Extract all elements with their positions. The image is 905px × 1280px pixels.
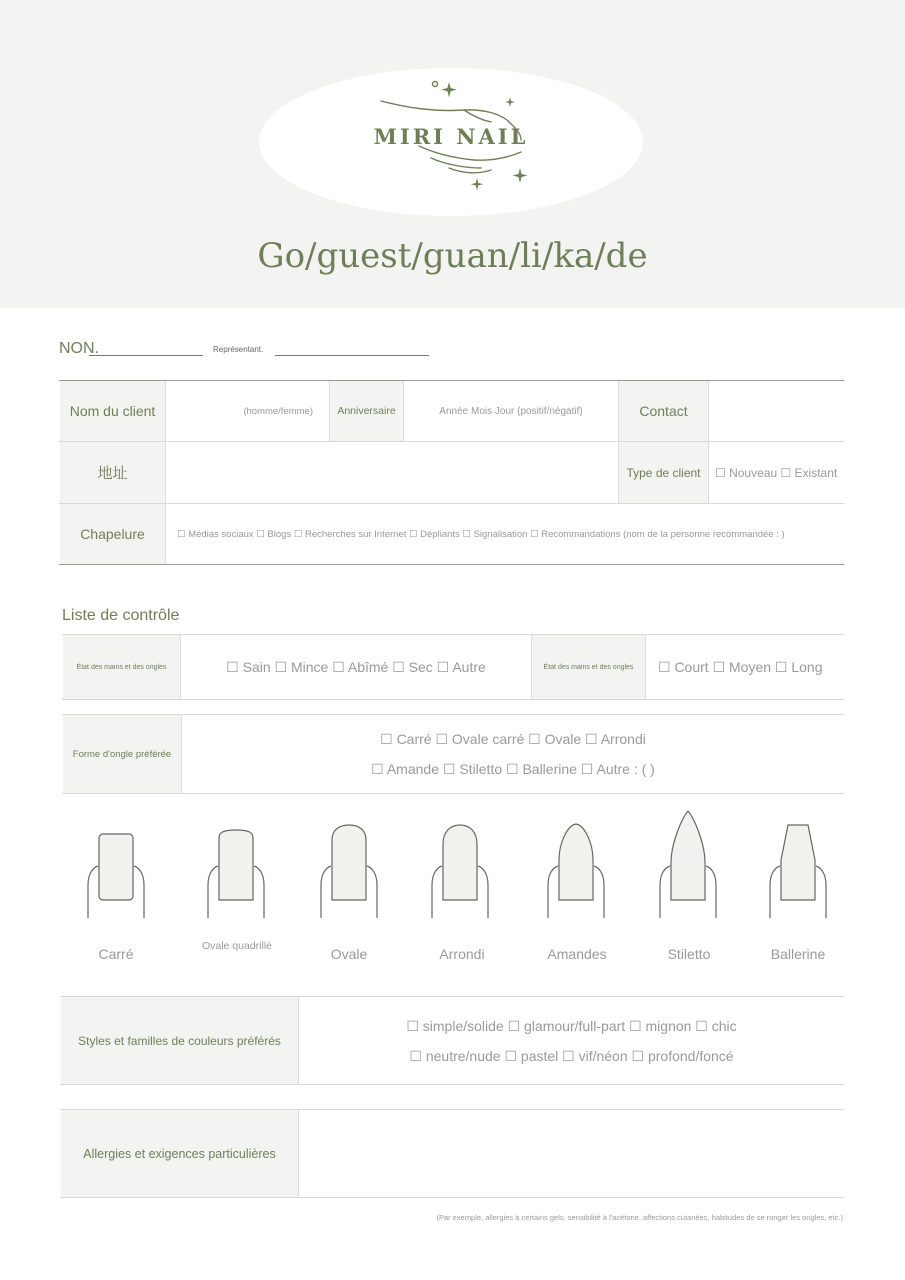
allergies-label: Allergies et exigences particulières (61, 1110, 298, 1197)
address-label: 地址 (60, 442, 165, 503)
nail-label-stiletto: Stiletto (667, 946, 711, 962)
source-options[interactable]: ☐ Médias sociaux ☐ Blogs ☐ Recherches sur Internet ☐ Dépliants ☐ Signalisation ☐ Recommandations (nom de la personne recommandée : ) (177, 528, 785, 540)
almond-nail-icon (546, 820, 606, 920)
birthday-label: Anniversaire (330, 381, 403, 441)
page-title: Go/guest/guan/li/ka/de (257, 236, 648, 276)
square-nail-icon (86, 830, 146, 920)
nail-label-square: Carré (98, 946, 134, 962)
nail-label-oval: Ovale (330, 946, 368, 962)
checklist-title: Liste de contrôle (62, 607, 180, 624)
form-header-fields (59, 340, 479, 360)
nail-label-squoval: Ovale quadrillé (201, 940, 273, 952)
client-type-label: Type de client (619, 442, 708, 503)
client-type-options[interactable]: ☐ Nouveau ☐ Existant (715, 465, 838, 480)
stiletto-nail-icon (658, 808, 718, 920)
squoval-nail-icon (206, 826, 266, 920)
non-input-line[interactable] (89, 355, 203, 356)
styles-label: Styles et familles de couleurs préférés (61, 997, 298, 1084)
client-name-label: Nom du client (60, 381, 165, 441)
logo-text: MIRI NAIL (373, 124, 529, 149)
source-label: Chapelure (60, 504, 165, 564)
shape-options-line-1[interactable]: ☐ Carré ☐ Ovale carré ☐ Ovale ☐ Arrondi (380, 731, 646, 747)
client-name-field[interactable]: (homme/femme) (243, 405, 313, 417)
nail-label-almond: Amandes (547, 946, 607, 962)
nail-length-options[interactable]: ☐ Court ☐ Moyen ☐ Long (658, 658, 823, 675)
contact-label: Contact (619, 381, 708, 441)
representative-input-line[interactable] (275, 355, 429, 356)
nail-label-ballerina: Ballerine (770, 946, 826, 962)
nail-label-round: Arrondi (439, 946, 485, 962)
hand-condition-label: État des mains et des ongles (63, 635, 180, 699)
birthday-field[interactable]: Année Mois Jour (positif/négatif) (439, 405, 583, 417)
footnote: (Par exemple, allergies à certains gels, sensibilité à l'acétone, affections cutanées, habitudes de se ronger les ongles, etc.) (436, 1213, 843, 1222)
oval-nail-icon (319, 822, 379, 920)
contact-field[interactable] (709, 381, 844, 441)
address-field[interactable] (166, 442, 618, 503)
shape-options-line-2[interactable]: ☐ Amande ☐ Stiletto ☐ Ballerine ☐ Autre : ( ) (371, 761, 655, 777)
preferred-shape-label: Forme d'ongle préférée (63, 715, 181, 793)
nail-length-label: État des mains et des ongles (532, 635, 645, 699)
allergies-field[interactable] (299, 1110, 844, 1197)
logo (259, 68, 643, 216)
round-nail-icon (430, 822, 490, 920)
ballerina-nail-icon (768, 820, 828, 920)
styles-options-line-2[interactable]: ☐ neutre/nude ☐ pastel ☐ vif/néon ☐ profond/foncé (409, 1048, 734, 1064)
styles-options-line-1[interactable]: ☐ simple/solide ☐ glamour/full-part ☐ mignon ☐ chic (406, 1018, 737, 1034)
hand-condition-options[interactable]: ☐ Sain ☐ Mince ☐ Abîmé ☐ Sec ☐ Autre (226, 658, 486, 675)
non-label: NON. (59, 340, 99, 357)
representative-label: Représentant. (213, 345, 264, 354)
